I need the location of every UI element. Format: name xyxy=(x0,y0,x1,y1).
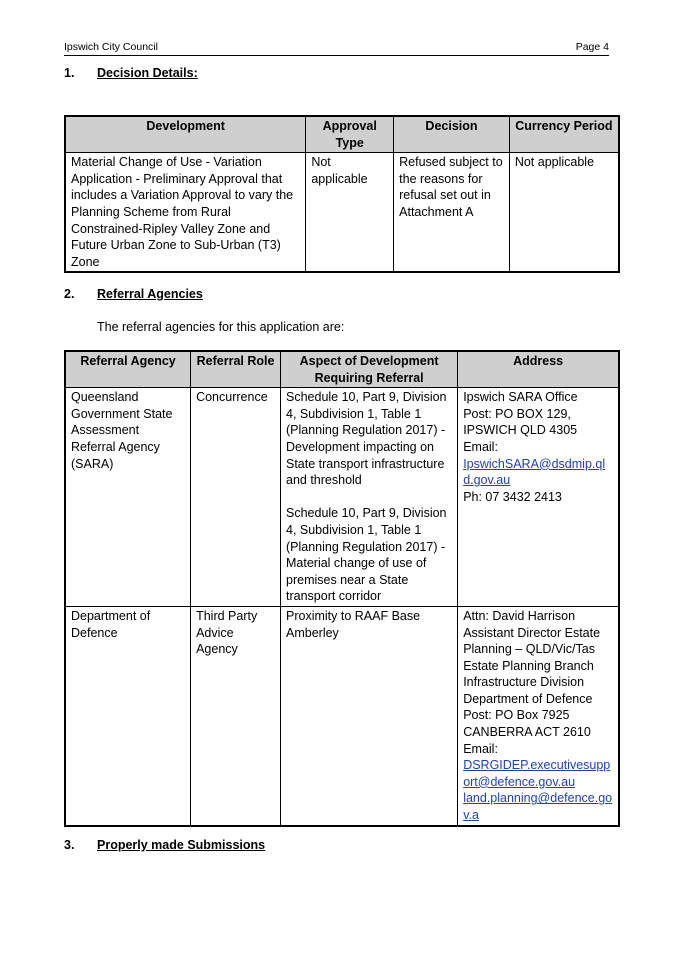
section-title: Properly made Submissions xyxy=(97,838,266,852)
address-line: Estate Planning Branch xyxy=(463,658,594,673)
phone-number: Ph: 07 3432 2413 xyxy=(463,489,562,504)
header-address: Address xyxy=(458,351,619,388)
address-line: Department of Defence xyxy=(463,691,593,706)
section-referral-agencies xyxy=(64,287,203,301)
header-aspect: Aspect of Development Requiring Referral xyxy=(281,351,458,388)
referral-table xyxy=(64,350,620,827)
aspect-text: Schedule 10, Part 9, Division 4, Subdivision 1, Table 1 (Planning Regulation 2017) - Material change of use of premises near a State transport corridor xyxy=(286,506,447,604)
decision-table xyxy=(64,115,620,273)
address-line: CANBERRA ACT 2610 xyxy=(463,725,591,740)
email-link[interactable]: DSRGIDEP.executivesupport@defence.gov.au xyxy=(463,758,611,789)
email-link[interactable]: land.planning@defence.gov.a xyxy=(463,791,613,823)
header-currency-period: Currency Period xyxy=(509,116,619,153)
referral-intro-text: The referral agencies for this application are: xyxy=(97,320,345,334)
section-number: 1. xyxy=(64,66,75,80)
cell-agency: Department of Defence xyxy=(65,606,191,825)
section-number: 2. xyxy=(64,287,75,301)
address-line: Post: PO Box 7925 xyxy=(463,708,570,723)
address-line: Post: PO BOX 129, xyxy=(463,406,571,421)
section-number: 3. xyxy=(64,838,75,852)
email-label: Email: xyxy=(463,741,498,756)
header-council-name: Ipswich City Council xyxy=(64,41,158,53)
table-row xyxy=(65,606,619,825)
section-title: Decision Details: xyxy=(97,66,198,80)
cell-role: Third Party Advice Agency xyxy=(191,606,281,825)
header-approval-type: Approval Type xyxy=(306,116,394,153)
section-title: Referral Agencies xyxy=(97,287,203,301)
address-line: Infrastructure Division xyxy=(463,675,585,690)
spacer xyxy=(286,489,452,506)
cell-role: Concurrence xyxy=(191,388,281,607)
decision-table-header-row xyxy=(65,116,619,153)
cell-development: Material Change of Use - Variation Application - Preliminary Approval that includes a Variation Approval to vary the Planning Scheme from Rural Constrained-Ripley Valley Zone and Future Urban Zone to Sub-Urban (T3) Zone xyxy=(65,153,306,273)
header-development: Development xyxy=(65,116,306,153)
cell-address xyxy=(458,388,619,607)
cell-aspect xyxy=(281,388,458,607)
section-decision-details xyxy=(64,66,198,80)
header-decision: Decision xyxy=(394,116,510,153)
header-page-number: Page 4 xyxy=(575,41,609,53)
address-line: Ipswich SARA Office xyxy=(463,390,578,405)
cell-currency-period: Not applicable xyxy=(509,153,619,273)
cell-decision: Refused subject to the reasons for refusal set out in Attachment A xyxy=(394,153,510,273)
address-line: IPSWICH QLD 4305 xyxy=(463,423,578,438)
referral-table-header-row xyxy=(65,351,619,388)
cell-agency: Queensland Government State Assessment Referral Agency (SARA) xyxy=(65,388,191,607)
address-line: Attn: David Harrison xyxy=(463,608,576,623)
header-referral-role: Referral Role xyxy=(191,351,281,388)
address-line: Assistant Director Estate Planning – QLD/Vic/Tas xyxy=(463,625,601,657)
table-row xyxy=(65,153,619,273)
page-header xyxy=(64,40,609,56)
table-row xyxy=(65,388,619,607)
header-referral-agency: Referral Agency xyxy=(65,351,191,388)
aspect-text: Schedule 10, Part 9, Division 4, Subdivision 1, Table 1 (Planning Regulation 2017) - Development impacting on State transport infrastructure and threshold xyxy=(286,390,447,488)
cell-approval-type: Not applicable xyxy=(306,153,394,273)
cell-address xyxy=(458,606,619,825)
email-link[interactable]: IpswichSARA@dsdmip.qld.gov.au xyxy=(463,456,606,488)
section-properly-made-submissions xyxy=(64,838,265,852)
email-label: Email: xyxy=(463,439,498,454)
cell-aspect: Proximity to RAAF Base Amberley xyxy=(281,606,458,825)
